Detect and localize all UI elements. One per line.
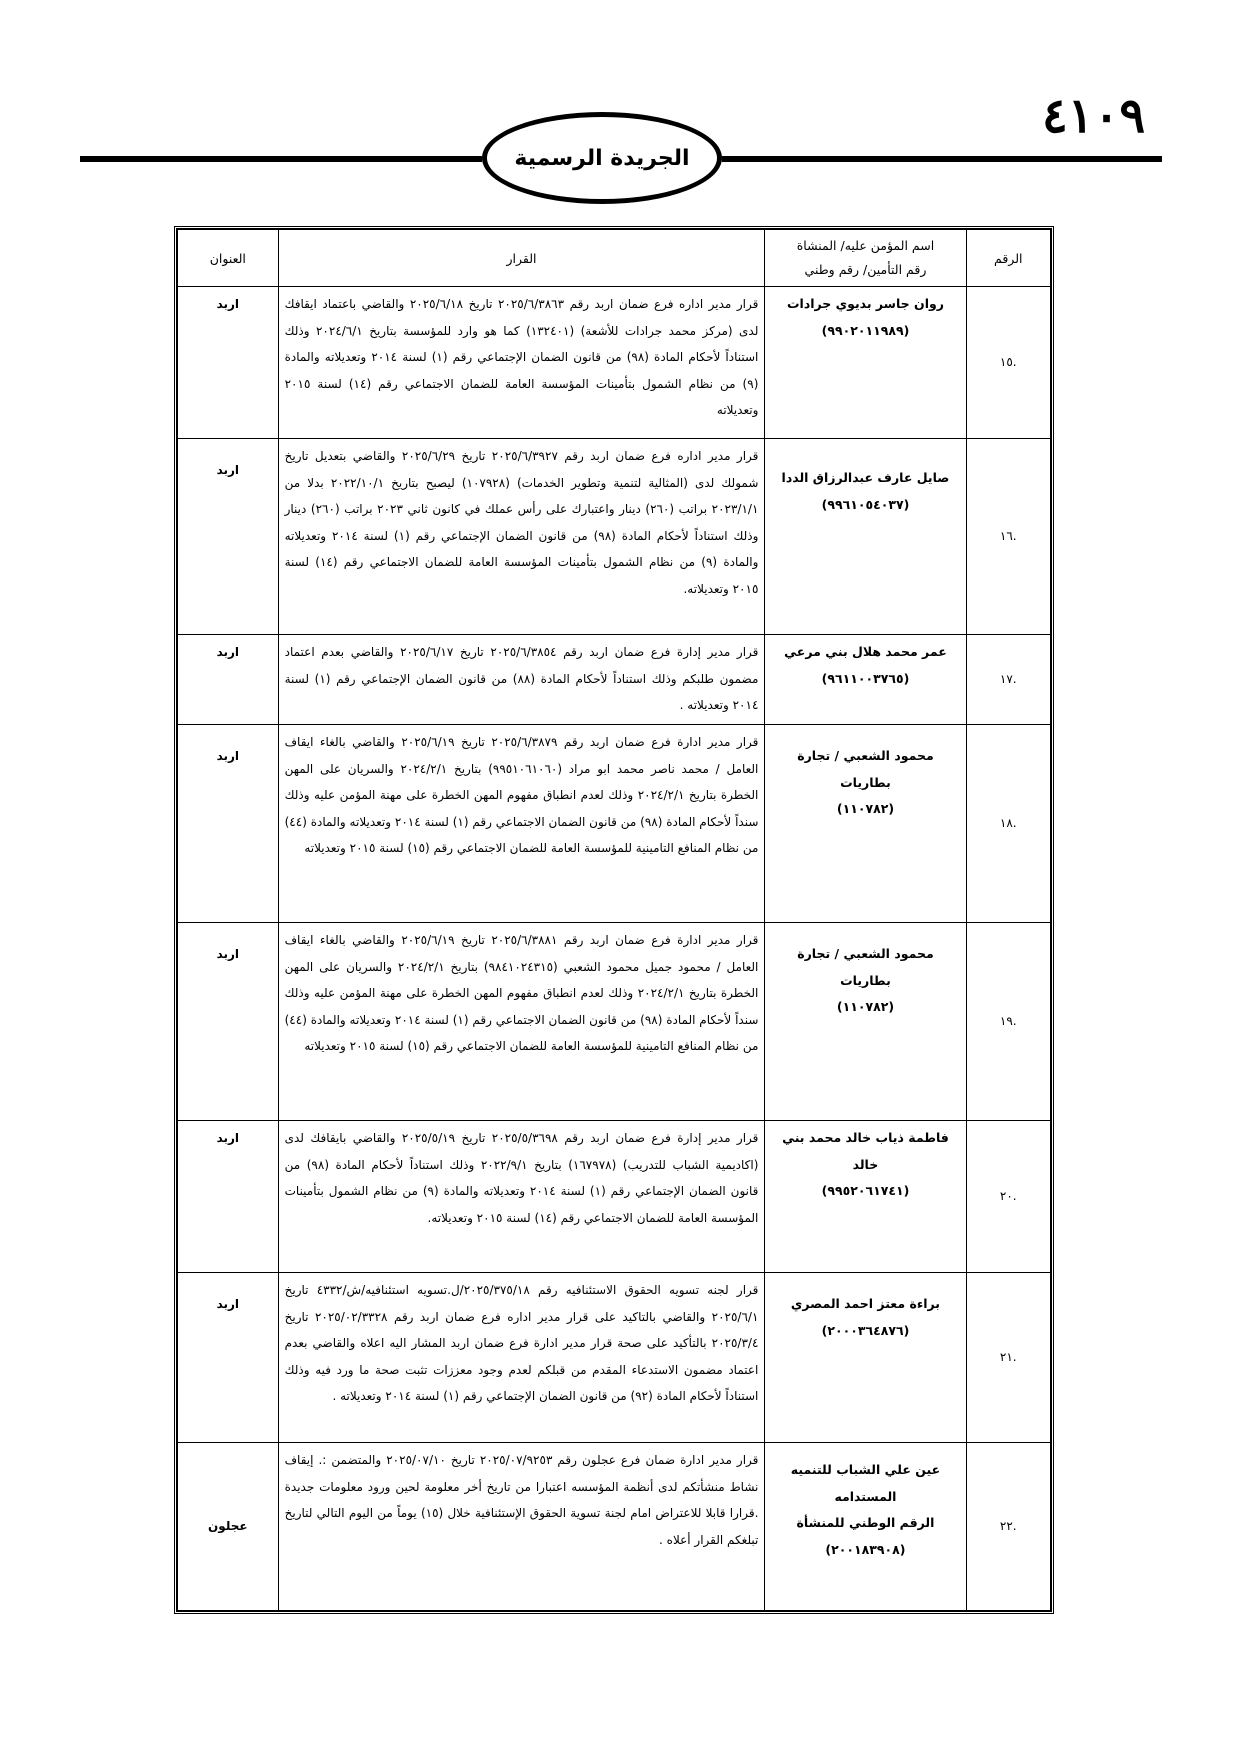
table-row bbox=[178, 439, 1051, 635]
insured-name: عمر محمد هلال بني مرعي bbox=[784, 644, 947, 659]
address: اربد bbox=[178, 923, 279, 1121]
insured-id: (٩٩٥٢٠٦١٧٤١) bbox=[821, 1183, 910, 1198]
row-name-cell bbox=[765, 1443, 966, 1611]
decision-text: قرار مدير ادارة فرع ضمان اربد رقم ٢٠٢٥/٦/٣٨٧٩ تاريخ ٢٠٢٥/٦/١٩ والقاضي بالغاء ايقاف العامل / محمد ناصر محمد ابو مراد (٩٩٥١٠٦١٠٦٠) بتاريخ ٢٠٢٤/٢/١ والسريان على المهن الخطرة بتاريخ ٢٠٢٤/٢/١ وذلك لعدم انطباق مفهوم المهن الخطرة على مهنة المؤمن عليه وذلك سنداً لأحكام المادة (٩٨) من قانون الضمان الاجتماعي رقم (١) لسنة ٢٠١٤ وتعديلاته والمادة (٤٤) من نظام المنافع التامينية للمؤسسة العامة للضمان الاجتماعي رقم (١٥) لسنة ٢٠١٥ وتعديلاته bbox=[278, 725, 765, 923]
facility-id: (٢٠٠١٨٣٩٠٨) bbox=[825, 1541, 906, 1557]
facility-id-label: الرقم الوطني للمنشأة bbox=[796, 1515, 935, 1530]
row-name-cell bbox=[765, 1121, 966, 1273]
page-number: ٤١٠٩ bbox=[1042, 88, 1146, 144]
insured-id: (٢٠٠٠٣٦٤٨٧٦) bbox=[821, 1322, 910, 1338]
table-row bbox=[178, 923, 1051, 1121]
address: اربد bbox=[178, 1121, 279, 1273]
decision-text: قرار لجنه تسويه الحقوق الاستئنافيه رقم ٢٠٢٥/٣٧٥/١٨/ل.تسويه استئنافيه/ش/٤٣٣٢ تاريخ ٢٠٢٥/٦/١ والقاضي بالتاكيد على قرار مدير اداره فرع ضمان اربد رقم ٢٠٢٥/٠٢/٣٣٢٨ تاريخ ٢٠٢٥/٣/٤ بالتأكيد على صحة قرار مدير ادارة فرع ضمان اربد المشار اليه اعلاه والقاضي بعدم اعتماد مضمون الاستدعاء المقدم من قبلكم لعدم وجود معززات تثبت صحة ما ورد فيه وذلك استناداً لأحكام المادة (٩٢) من قانون الضمان الإجتماعي رقم (١) لسنة ٢٠١٤ وتعديلاته . bbox=[278, 1273, 765, 1443]
insured-id: (٩٦١١٠٠٣٧٦٥) bbox=[821, 670, 910, 686]
insured-name: محمود الشعبي / تجارة بطاريات bbox=[797, 946, 934, 988]
row-name-cell bbox=[765, 725, 966, 923]
decision-text: قرار مدير ادارة فرع ضمان اربد رقم ٢٠٢٥/٦/٣٨٨١ تاريخ ٢٠٢٥/٦/١٩ والقاضي بالغاء ايقاف العامل / محمود جميل محمود الشعبي (٩٨٤١٠٢٤٣١٥) بتاريخ ٢٠٢٤/٢/١ والسريان على المهن الخطرة بتاريخ ٢٠٢٤/٢/١ وذلك لعدم انطباق مفهوم المهن الخطرة على مهنة المؤمن عليه وذلك سنداً لأحكام المادة (٩٨) من قانون الضمان الاجتماعي رقم (١) لسنة ٢٠١٤ وتعديلاته والمادة (٤٤) من نظام المنافع التامينية للمؤسسة العامة للضمان الاجتماعي رقم (١٥) لسنة ٢٠١٥ وتعديلاته bbox=[278, 923, 765, 1121]
insured-id: (١١٠٧٨٢) bbox=[836, 999, 895, 1014]
header-rule-right bbox=[722, 156, 1162, 162]
insured-name: محمود الشعبي / تجارة بطاريات bbox=[797, 748, 934, 790]
address: اربد bbox=[178, 635, 279, 725]
gazette-title-oval bbox=[482, 112, 722, 204]
row-name-cell bbox=[765, 923, 966, 1121]
row-number: .٢٢ bbox=[966, 1443, 1050, 1611]
header-decision: القرار bbox=[278, 230, 765, 287]
table-row bbox=[178, 635, 1051, 725]
row-number: .٢٠ bbox=[966, 1121, 1050, 1273]
header-number: الرقم bbox=[966, 230, 1050, 287]
table-row bbox=[178, 287, 1051, 439]
row-name-cell bbox=[765, 1273, 966, 1443]
row-name-cell bbox=[765, 635, 966, 725]
gazette-title: الجريدة الرسمية bbox=[514, 145, 690, 171]
table-row bbox=[178, 1443, 1051, 1611]
table-row bbox=[178, 725, 1051, 923]
decision-text: قرار مدير اداره فرع ضمان اربد رقم ٢٠٢٥/٦/٣٨٦٣ تاريخ ٢٠٢٥/٦/١٨ والقاضي باعتماد ايقافك لدى (مركز محمد جرادات للأشعة) (١٣٢٤٠١) كما هو وارد للمؤسسة بتاريخ ٢٠٢٤/٦/١ وذلك استناداً لأحكام المادة (٩٨) من قانون الضمان الإجتماعي رقم (١) لسنة ٢٠١٤ وتعديلاته والمادة (٩) من نظام الشمول بتأمينات المؤسسة العامة للضمان الاجتماعي رقم (١٤) لسنة ٢٠١٥ وتعديلاته bbox=[278, 287, 765, 439]
decisions-table-frame bbox=[174, 226, 1054, 1614]
decision-text: قرار مدير ادارة ضمان فرع عجلون رقم ٢٠٢٥/٠٧/٩٢٥٣ تاريخ ٢٠٢٥/٠٧/١٠ والمتضمن :. إيقاف نشاط منشأتكم لدى أنظمة المؤسسه اعتبارا من تاريخ أخر معلومة لحين ورود معلومات جديدة .قرارا قابلا للاعتراض امام لجنة تسوية الحقوق الإستئنافية خلال (١٥) يوماً من اليوم التالي لتاريخ تبلغكم القرار أعلاه . bbox=[278, 1443, 765, 1611]
insured-name: براءة معتز احمد المصري bbox=[790, 1296, 940, 1311]
header-rule-left bbox=[80, 156, 482, 162]
decisions-table bbox=[177, 229, 1051, 1611]
header-name bbox=[765, 230, 966, 287]
table-header-row bbox=[178, 230, 1051, 287]
row-number: .١٨ bbox=[966, 725, 1050, 923]
insured-id: (٩٩٦١٠٥٤٠٣٧) bbox=[821, 496, 910, 512]
header-name-line1: اسم المؤمن عليه/ المنشاة bbox=[796, 238, 935, 253]
row-number: .١٦ bbox=[966, 439, 1050, 635]
row-number: .١٩ bbox=[966, 923, 1050, 1121]
facility-name: عين علي الشباب للتنميه المستدامه bbox=[790, 1462, 941, 1504]
decision-text: قرار مدير إدارة فرع ضمان اربد رقم ٢٠٢٥/٦/٣٨٥٤ تاريخ ٢٠٢٥/٦/١٧ والقاضي بعدم اعتماد مضمون طلبكم وذلك استناداً لأحكام المادة (٨٨) من قانون الضمان الإجتماعي رقم (١) لسنة ٢٠١٤ وتعديلاته . bbox=[278, 635, 765, 725]
insured-id: (٩٩٠٢٠١١٩٨٩) bbox=[821, 322, 910, 338]
row-number: .١٥ bbox=[966, 287, 1050, 439]
table-row bbox=[178, 1121, 1051, 1273]
address: اربد bbox=[178, 725, 279, 923]
decision-text: قرار مدير إدارة فرع ضمان اربد رقم ٢٠٢٥/٥/٣٦٩٨ تاريخ ٢٠٢٥/٥/١٩ والقاضي بايقافك لدى (اكاديمية الشباب للتدريب) (١٦٧٩٧٨) بتاريخ ٢٠٢٢/٩/١ وذلك استناداً لأحكام المادة (٩٨) من قانون الضمان الإجتماعي رقم (١) لسنة ٢٠١٤ وتعديلاته والمادة (٩) من نظام الشمول بتأمينات المؤسسة العامة للضمان الاجتماعي رقم (١٤) لسنة ٢٠١٥ وتعديلاته. bbox=[278, 1121, 765, 1273]
row-name-cell bbox=[765, 439, 966, 635]
address: اربد bbox=[178, 1273, 279, 1443]
row-number: .٢١ bbox=[966, 1273, 1050, 1443]
insured-name: صايل عارف عبدالرزاق الددا bbox=[781, 470, 950, 485]
row-number: .١٧ bbox=[966, 635, 1050, 725]
address: اربد bbox=[178, 287, 279, 439]
header-name-line2: رقم التأمين/ رقم وطني bbox=[804, 262, 927, 277]
row-name-cell bbox=[765, 287, 966, 439]
table-row bbox=[178, 1273, 1051, 1443]
header-address: العنوان bbox=[178, 230, 279, 287]
address: اربد bbox=[178, 439, 279, 635]
insured-name: روان جاسر بديوي جرادات bbox=[786, 296, 944, 311]
decision-text: قرار مدير اداره فرع ضمان اربد رقم ٢٠٢٥/٦/٣٩٢٧ تاريخ ٢٠٢٥/٦/٢٩ والقاضي بتعديل تاريخ شمولك لدى (المثالية لتنمية وتطوير الخدمات) (١٠٧٩٢٨) ليصبح بتاريخ ٢٠٢٢/١٠/١ بدلا من ٢٠٢٣/١/١ براتب (٢٦٠) دينار واعتبارك على رأس عملك في كانون ثاني ٢٠٢٣ براتب (٢٦٠) دينار وذلك استناداً لأحكام المادة (٩٨) من قانون الضمان الإجتماعي رقم (١) لسنة ٢٠١٤ وتعديلاته والمادة (٩) من نظام الشمول بتأمينات المؤسسة العامة للضمان الاجتماعي رقم (١٤) لسنة ٢٠١٥ وتعديلاته. bbox=[278, 439, 765, 635]
address: عجلون bbox=[178, 1443, 279, 1611]
insured-name: فاطمة ذياب خالد محمد بني خالد bbox=[782, 1130, 949, 1172]
insured-id: (١١٠٧٨٢) bbox=[836, 801, 895, 816]
